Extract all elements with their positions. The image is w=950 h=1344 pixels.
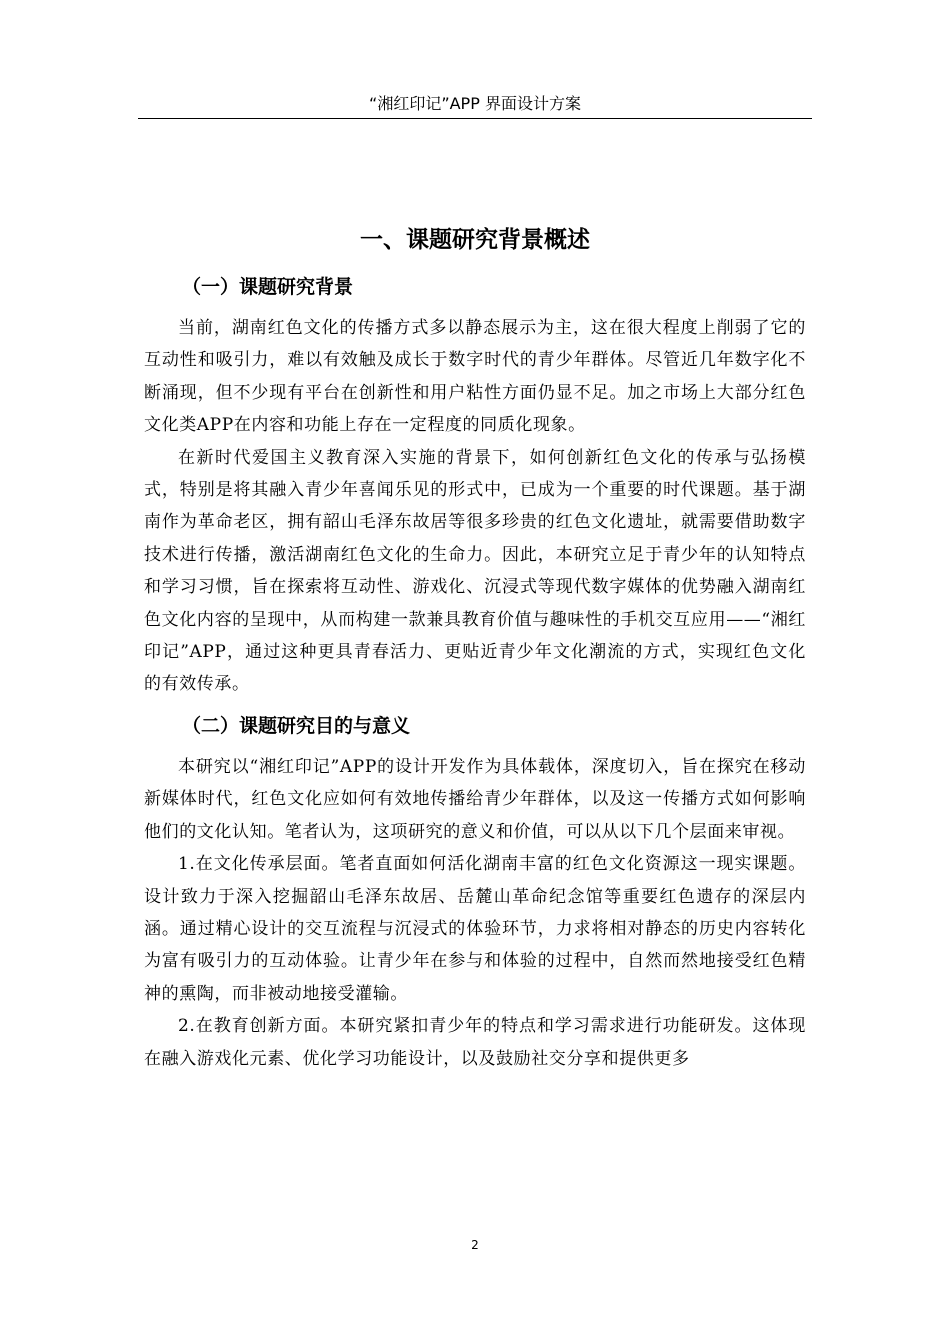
section-heading: 一、课题研究背景概述 <box>360 227 590 253</box>
paragraph: 1.在文化传承层面。笔者直面如何活化湖南丰富的红色文化资源这一现实课题。设计致力于深入挖掘韶山毛泽东故居、岳麓山革命纪念馆等重要红色遗存的深层内涵。通过精心设计的交互流程与沉浸式的体验环节，力求将相对静态的历史内容转化为富有吸引力的互动体验。让青少年在参与和体验的过程中，自然而然地接受红色精神的熏陶，而非被动地接受灌输。 <box>144 854 806 1004</box>
subsection-heading-purpose: （二）课题研究目的与意义 <box>182 714 411 737</box>
paragraph: 2.在教育创新方面。本研究紧扣青少年的特点和学习需求进行功能研发。这体现在融入游戏化元素、优化学习功能设计，以及鼓励社交分享和提供更多 <box>144 1016 806 1069</box>
header-rule <box>138 118 812 119</box>
paragraph: 当前，湖南红色文化的传播方式多以静态展示为主，这在很大程度上削弱了它的互动性和吸引力，难以有效触及成长于数字时代的青少年群体。尽管近几年数字化不断涌现，但不少现有平台在创新性和用户粘性方面仍显不足。加之市场上大部分红色文化类APP在内容和功能上存在一定程度的同质化现象。 <box>144 318 806 436</box>
page-number: 2 <box>471 1238 479 1252</box>
paragraph: 在新时代爱国主义教育深入实施的背景下，如何创新红色文化的传承与弘扬模式，特别是将其融入青少年喜闻乐见的形式中，已成为一个重要的时代课题。基于湖南作为革命老区，拥有韶山毛泽东故居等很多珍贵的红色文化遗址，就需要借助数字技术进行传播，激活湖南红色文化的生命力。因此，本研究立足于青少年的认知特点和学习习惯，旨在探索将互动性、游戏化、沉浸式等现代数字媒体的优势融入湖南红色文化内容的呈现中，从而构建一款兼具教育价值与趣味性的手机交互应用——“湘红印记”APP，通过这种更具青春活力、更贴近青少年文化潮流的方式，实现红色文化的有效传承。 <box>144 447 806 695</box>
paragraph: 本研究以“湘红印记”APP的设计开发作为具体载体，深度切入，旨在探究在移动新媒体时代，红色文化应如何有效地传播给青少年群体，以及这一传播方式如何影响他们的文化认知。笔者认为，这项研究的意义和价值，可以从以下几个层面来审视。 <box>144 756 806 842</box>
subsection-heading-background: （一）课题研究背景 <box>182 276 354 298</box>
running-header: “湘红印记”APP 界面设计方案 <box>369 94 581 113</box>
document-body <box>144 218 806 1075</box>
